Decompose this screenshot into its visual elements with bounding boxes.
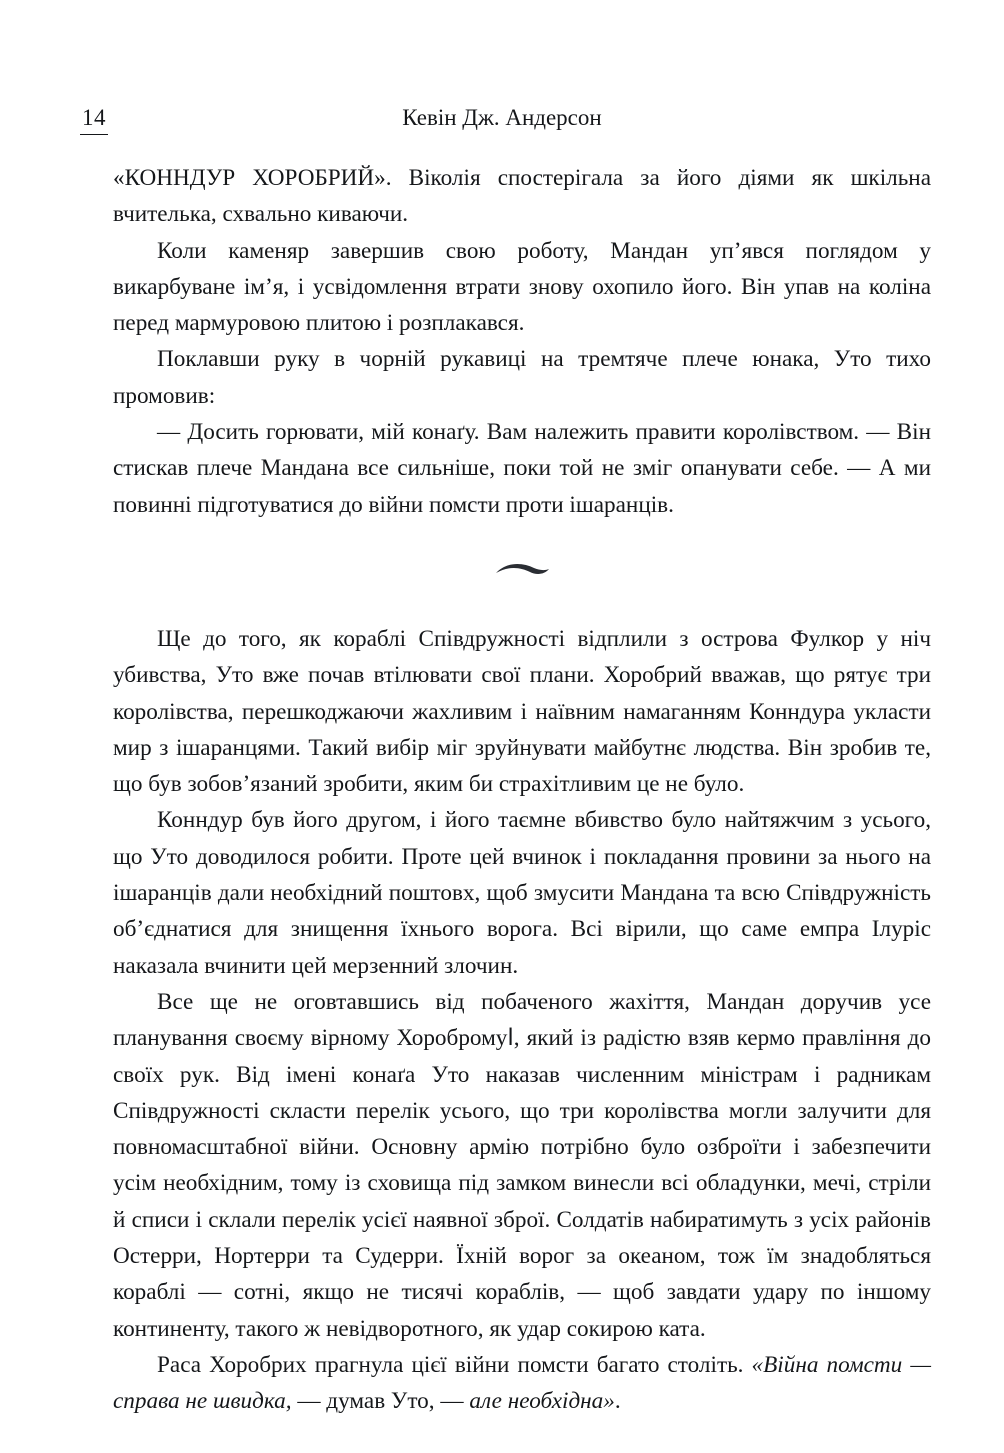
paragraph: Поклавши руку в чорній рукавиці на тремтяче плече юнака, Уто тихо промовив: — [113, 346, 931, 409]
page-header — [75, 104, 929, 138]
paragraph-final — [113, 1347, 931, 1420]
quoted-thought-start: «Війна помсти — справа не швидка, — [113, 1351, 931, 1415]
swash-ornament — [113, 547, 931, 587]
running-head: Кевін Дж. Андерсон — [402, 105, 602, 130]
paragraph: Все ще не оговтавшись від побаченого жахіття, Мандан доручив усе планування своєму вірному Хоробромуا, який із радістю взяв кермо правління до своїх рук. Від імені конаґа Уто наказав численним міністрам і радникам Співдружності скласти перелік усього, що три королівства могли залучити для повномасштабної війни. Основну армію потрібно було озброїти і забезпечити усім необхідним, тому із сховища під замком винесли всі обладунки, мечі, стріли й списи і склали перелік усієї наявної зброї. Солдатів набиратимуть з усіх районів Остерри, Нортерри та Судерри. Їхній ворог за океаном, тож їм знадобляться кораблі — сотні, якщо не тисячі кораблів, — щоб завдати удару по іншому континенту, такого ж невідворотного, як удар сокирою ката. — [113, 988, 931, 1342]
paragraph-opening: «КОННДУР ХОРОБРИЙ». Віколія спостерігала за його діями як шкільна вчителька, схвально киваючи. — [113, 165, 931, 228]
page-body — [113, 160, 931, 1420]
paragraph: Ще до того, як кораблі Співдружності відплили з острова Фулкор у ніч убивства, Уто вже почав втілювати свої плани. Хоробрий вважав, що рятує три королівства, перешкоджаючи жахливим і наївним намаганням Конндура укласти мир з ішаранцями. Такий вибір міг зруйнувати майбутнє людства. Він зробив те, що був зобов’язаний зробити, яким би страхітливим це не було. — [113, 625, 931, 798]
paragraph-final-lead: Раса Хоробрих прагнула цієї війни помсти багато століть. — [157, 1351, 752, 1378]
paragraph-dialogue: — Досить горювати, мій конаґу. Вам належить правити королівством. — Він стискав плече Мандана все сильніше, поки той не зміг опанувати себе. — А ми повинні підготуватися до війни помсти проти ішаранців. — [113, 419, 931, 518]
paragraph: Конндур був його другом, і його таємне вбивство було найтяжчим з усього, що Уто доводилося робити. Проте цей вчинок і покладання провини за нього на ішаранців дали необхідний поштовх, щоб змусити Мандана та всю Співдружність об’єднатися для знищення їхнього ворога. Всі вірили, що саме емпра Ілуріс наказала вчинити цей мерзенний злочин. — [113, 807, 931, 979]
paragraph: Коли каменяр завершив свою роботу, Мандан уп’явся поглядом у викарбуване ім’я, і усвідомлення втрати знову охопило його. Він упав на коліна перед мармуровою плитою і розплакався. — [113, 237, 931, 337]
final-period: . — [614, 1388, 621, 1415]
quoted-thought-attribution: — думав Уто, — — [291, 1388, 470, 1415]
page-number: 14 — [80, 104, 108, 135]
quoted-thought-end: але необхідна» — [469, 1388, 615, 1415]
